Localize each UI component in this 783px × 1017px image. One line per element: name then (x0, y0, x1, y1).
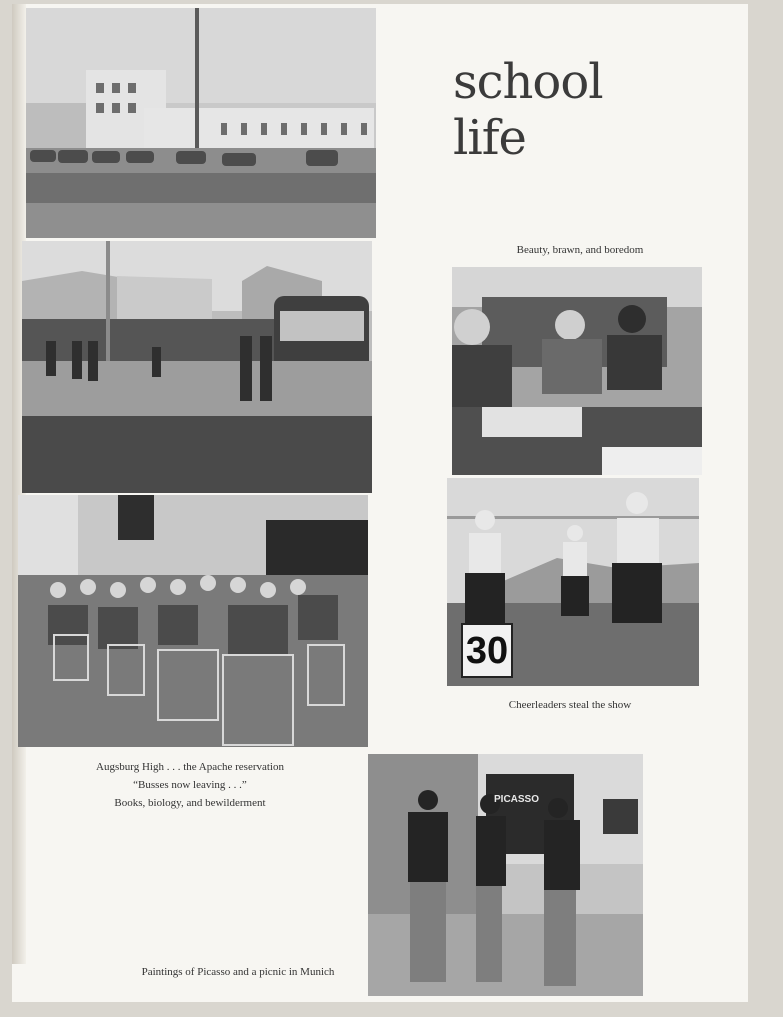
cheer-sign (461, 623, 513, 678)
caption-augsburg: Augsburg High . . . the Apache reservation (96, 761, 284, 773)
picasso-photo (368, 754, 643, 996)
picasso-poster-text: PICASSO (494, 794, 540, 805)
picasso-caption: Paintings of Picasso and a picnic in Munich (141, 966, 335, 978)
caption-books: Books, biology, and bewilderment (114, 797, 266, 809)
caption-busses: “Busses now leaving . . .” (133, 779, 247, 791)
cheer-sign-number: 30 (465, 630, 509, 672)
title-line-1: school (453, 54, 603, 110)
busses-photo (22, 241, 372, 493)
cafeteria-photo (18, 495, 368, 747)
section-title (453, 54, 603, 166)
left-caption-block (40, 758, 340, 812)
school-building-photo (26, 8, 376, 238)
cheerleaders-photo (447, 478, 699, 686)
cheerleaders-caption: Cheerleaders steal the show (508, 699, 632, 711)
classroom-caption: Beauty, brawn, and boredom (516, 244, 644, 256)
classroom-photo (452, 267, 702, 475)
title-line-2: life (453, 110, 526, 166)
